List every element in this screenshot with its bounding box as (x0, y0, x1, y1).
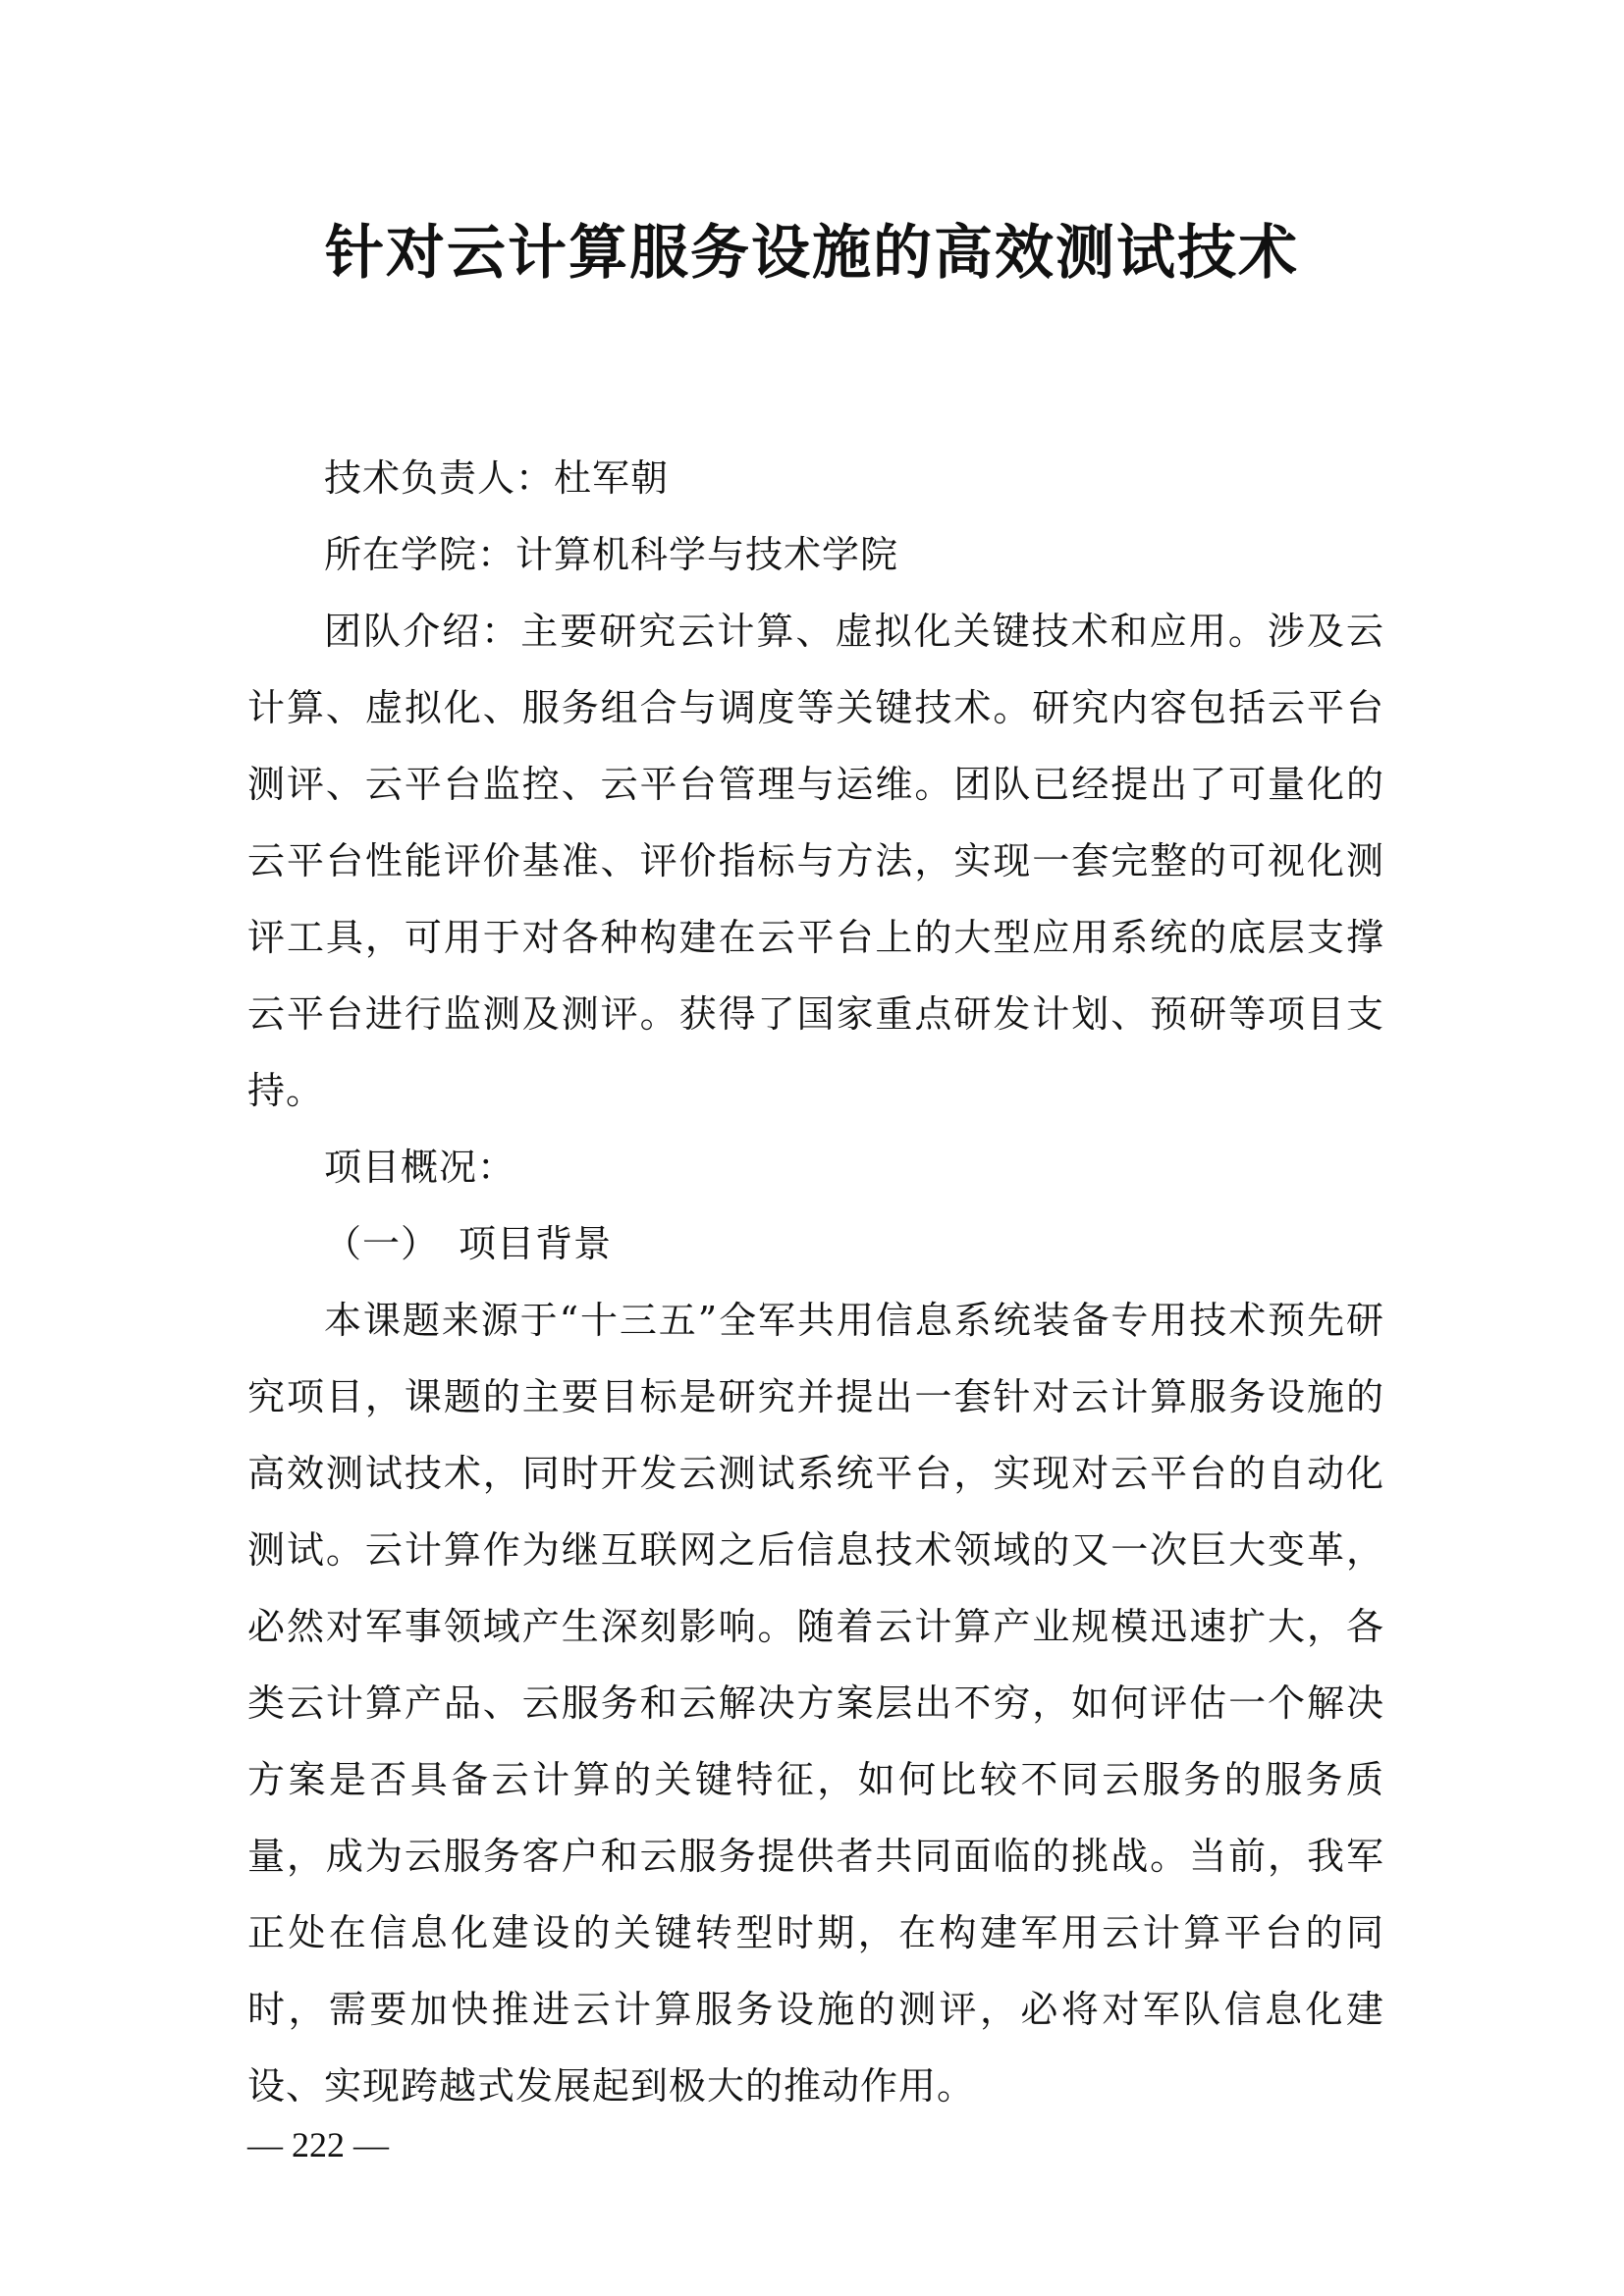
background-paragraph: 本课题来源于“十三五”全军共用信息系统装备专用技术预先研究项目，课题的主要目标是研究并提出一套针对云计算服务设施的高效测试技术，同时开发云测试系统平台，实现对云平台的自动化测试。云计算作为继互联网之后信息技术领域的又一次巨大变革，必然对军事领域产生深刻影响。随着云计算产业规模迅速扩大，各类云计算产品、云服务和云解决方案层出不穷，如何评估一个解决方案是否具备云计算的关键特征，如何比较不同云服务的服务质量，成为云服务客户和云服务提供者共同面临的挑战。当前，我军正处在信息化建设的关键转型时期，在构建军用云计算平台的同时，需要加快推进云计算服务设施的测评，必将对军队信息化建设、实现跨越式发展起到极大的推动作用。 (247, 1299, 1384, 2108)
college-line: 所在学院：计算机科学与技术学院 (324, 533, 899, 576)
section-heading-background: （一） 项目背景 (324, 1222, 613, 1265)
tech-lead-line: 技术负责人：杜军朝 (324, 456, 670, 500)
document-title: 针对云计算服务设施的高效测试技术 (325, 219, 1299, 288)
team-intro-paragraph: 团队介绍：主要研究云计算、虚拟化关键技术和应用。涉及云计算、虚拟化、服务组合与调度等关键技术。研究内容包括云平台测评、云平台监控、云平台管理与运维。团队已经提出了可量化的云平台性能评价基准、评价指标与方法，实现一套完整的可视化测评工具，可用于对各种构建在云平台上的大型应用系统的底层支撑云平台进行监测及测评。获得了国家重点研发计划、预研等项目支持。 (247, 610, 1384, 1112)
page-number: — 222 — (247, 2125, 389, 2164)
overview-heading: 项目概况： (324, 1146, 516, 1189)
document-body (247, 440, 1384, 2124)
